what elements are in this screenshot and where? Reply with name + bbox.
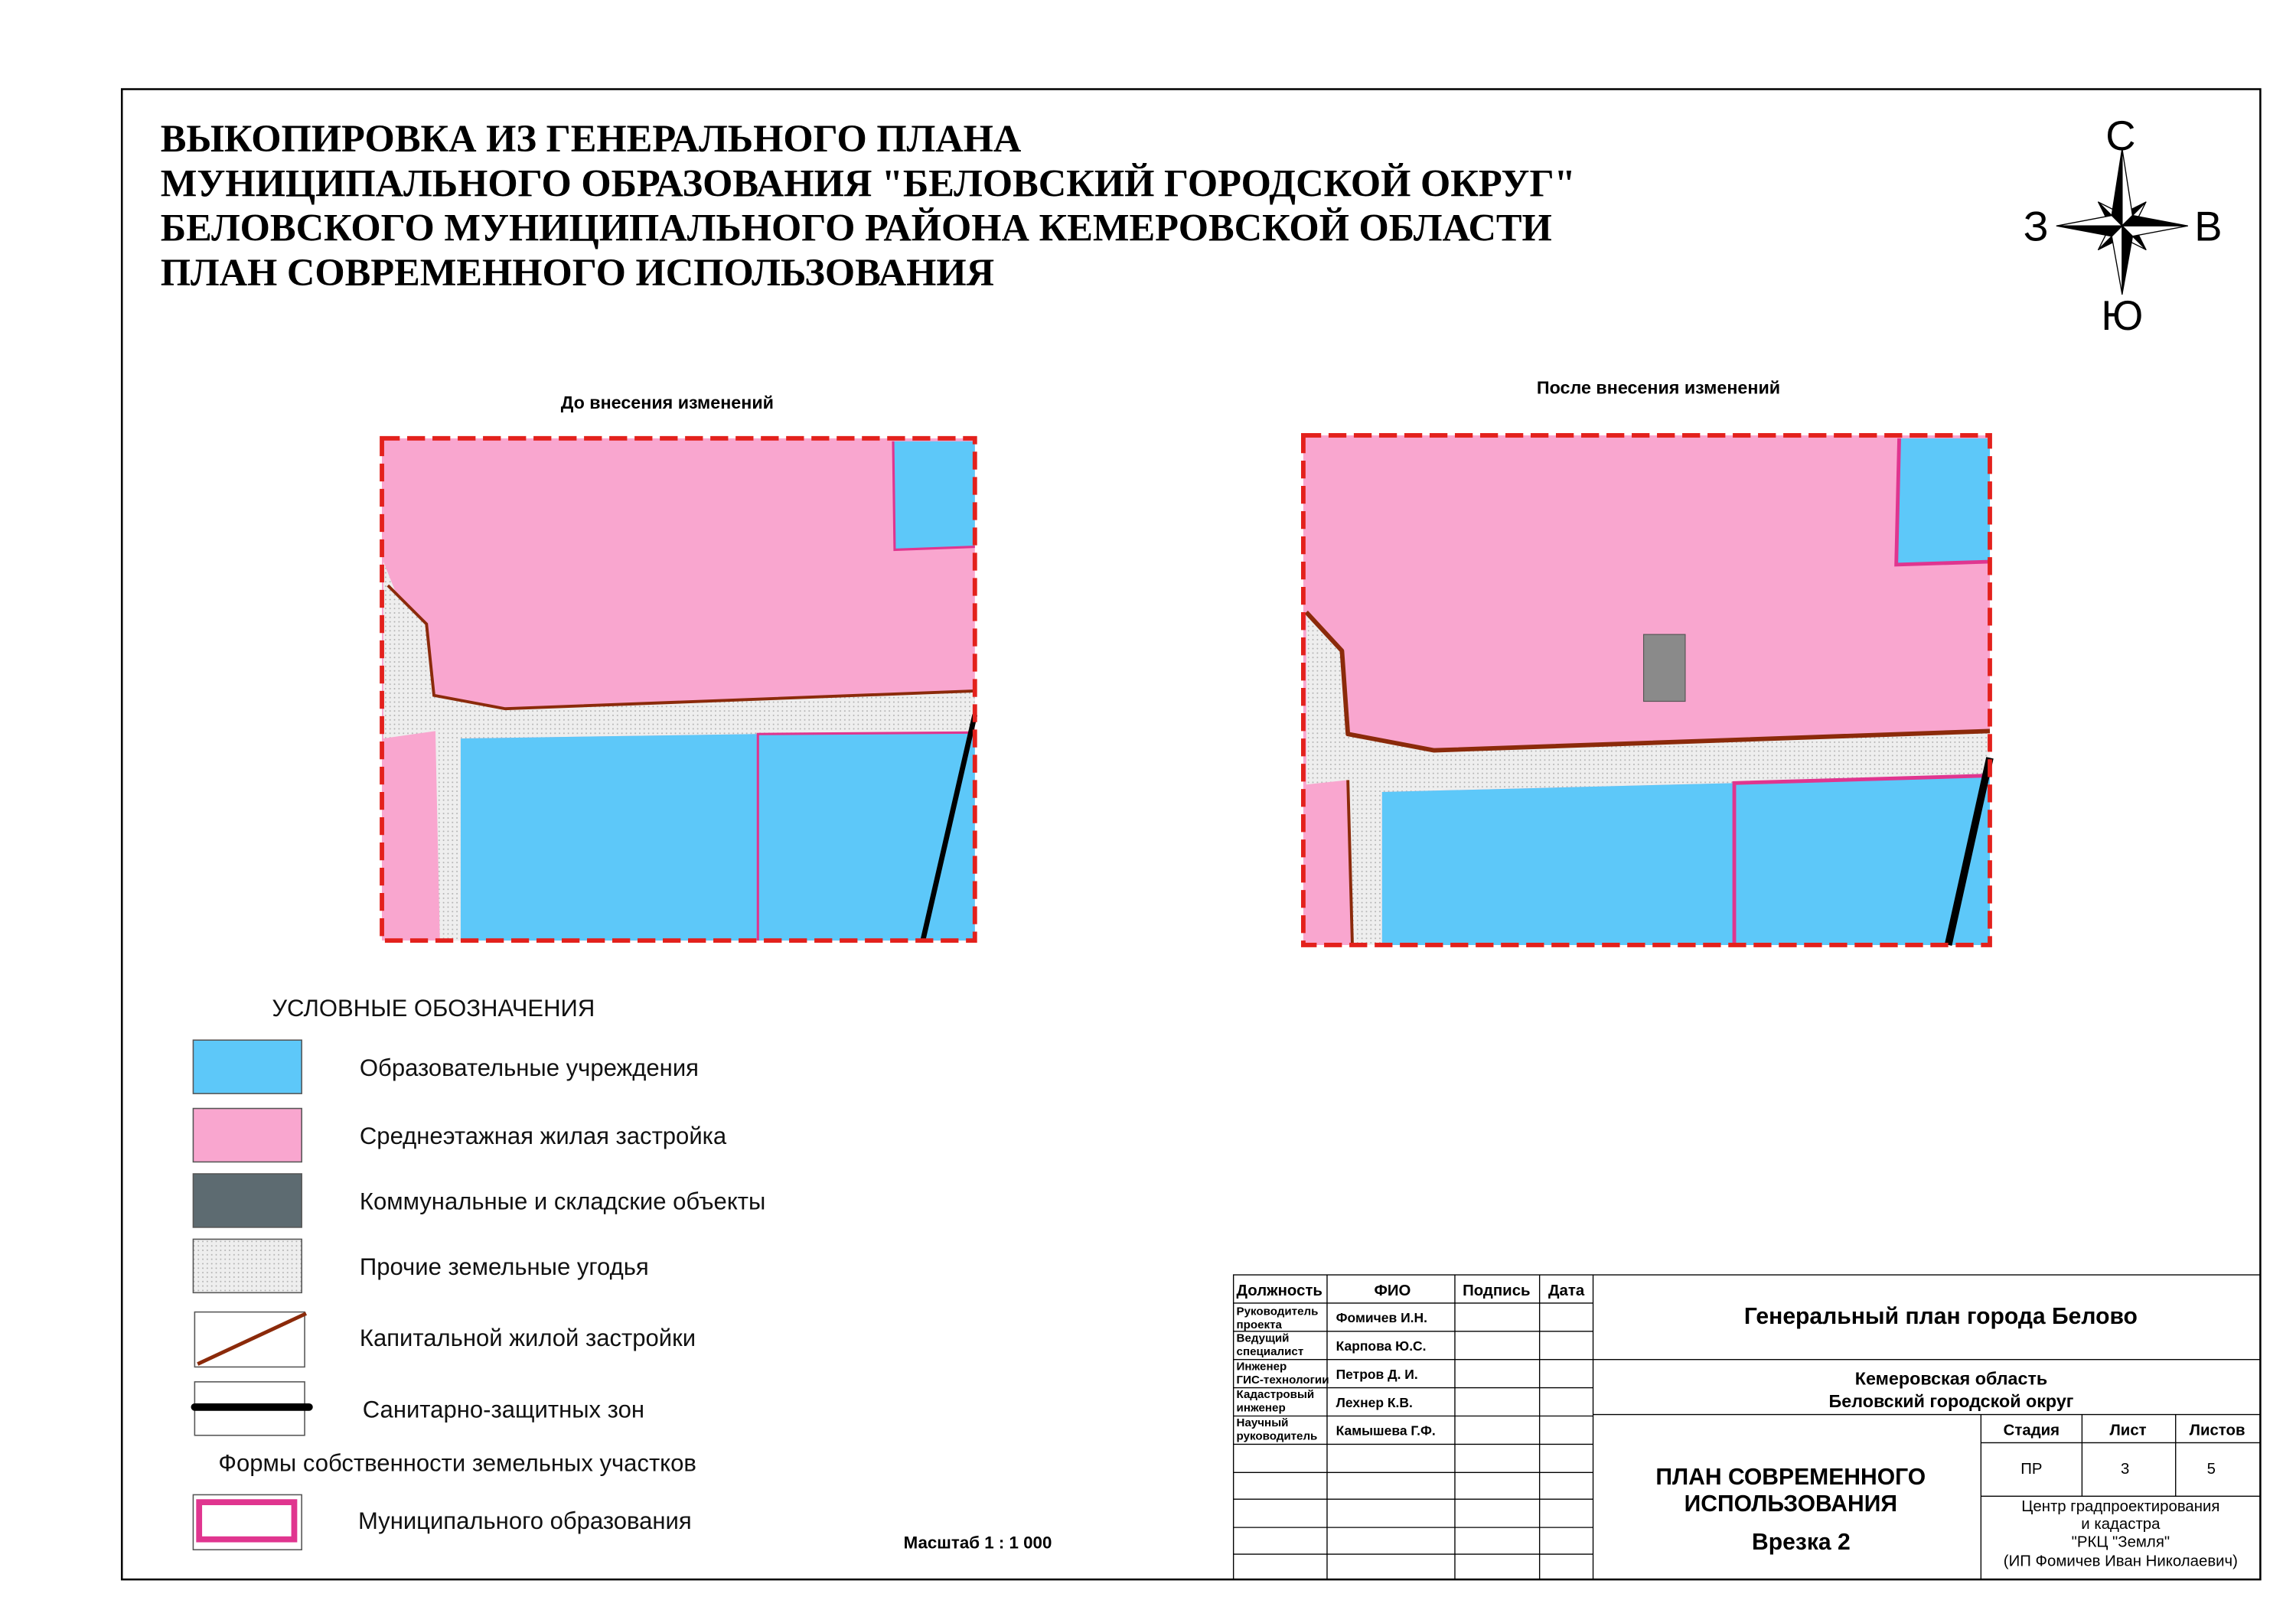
communal-object	[1644, 634, 1685, 701]
tb-row-position: проекта	[1236, 1318, 1282, 1331]
tb-organization: и кадастра	[2081, 1516, 2161, 1533]
tb-row-position: Кадастровый	[1236, 1388, 1315, 1402]
legend-swatch-residential	[193, 1109, 302, 1162]
tb-district: Беловский городской округ	[1828, 1390, 2074, 1411]
tb-header-name: ФИО	[1374, 1282, 1411, 1300]
legend-swatch-sanitary-zone	[194, 1382, 309, 1436]
education-zone-northeast	[1896, 438, 1990, 565]
title-line-4: ПЛАН СОВРЕМЕННОГО ИСПОЛЬЗОВАНИЯ	[160, 250, 995, 294]
legend-label-capital-boundary: Капитальной жилой застройки	[359, 1325, 696, 1352]
tb-sheet-title: ИСПОЛЬЗОВАНИЯ	[1684, 1491, 1897, 1517]
legend-swatch-communal	[193, 1174, 302, 1227]
tb-stage-value: ПР	[2020, 1461, 2043, 1478]
tb-row-name: Камышева Г.Ф.	[1336, 1423, 1436, 1439]
tb-row-position: специалист	[1236, 1344, 1304, 1358]
education-zone-south	[1382, 776, 1990, 945]
tb-header-signature: Подпись	[1463, 1282, 1531, 1300]
legend-swatch-education	[193, 1040, 302, 1093]
legend-heading: УСЛОВНЫЕ ОБОЗНАЧЕНИЯ	[272, 995, 595, 1022]
tb-project-title: Генеральный план города Белово	[1743, 1304, 2138, 1330]
legend-label-residential: Среднеэтажная жилая застройка	[359, 1123, 727, 1150]
tb-row-position: Научный	[1236, 1416, 1289, 1430]
tb-row-name: Фомичев И.Н.	[1336, 1310, 1427, 1326]
compass-south-label: Ю	[2101, 292, 2144, 340]
education-zone-northeast	[893, 442, 975, 550]
education-zone-south	[461, 732, 975, 940]
tb-sheet-value: 3	[2121, 1461, 2130, 1478]
tb-row-position: Ведущий	[1236, 1331, 1290, 1345]
compass-east-label: В	[2194, 203, 2223, 250]
legend-label-education: Образовательные учреждения	[359, 1054, 699, 1081]
tb-row-name: Петров Д. И.	[1336, 1366, 1418, 1382]
tb-sheet-title: ПЛАН СОВРЕМЕННОГО	[1655, 1464, 1926, 1490]
tb-organization: (ИП Фомичев Иван Николаевич)	[2003, 1553, 2238, 1570]
tb-row-position: Инженер	[1236, 1360, 1287, 1374]
legend-label-other-land: Прочие земельные угодья	[359, 1253, 649, 1281]
legend-label-sanitary-zone: Санитарно-защитных зон	[362, 1396, 644, 1423]
map-before	[382, 438, 975, 940]
tb-sheet-header: Лист	[2109, 1422, 2147, 1439]
map-after-label: После внесения изменений	[1536, 377, 1781, 398]
tb-sheets-header: Листов	[2189, 1422, 2245, 1439]
compass-north-label: С	[2105, 112, 2136, 160]
tb-organization: "РКЦ "Земля"	[2071, 1533, 2170, 1551]
legend-ownership-heading: Формы собственности земельных участков	[218, 1449, 696, 1477]
title-line-2: МУНИЦИПАЛЬНОГО ОБРАЗОВАНИЯ "БЕЛОВСКИЙ ГОРОДСКОЙ ОКРУГ"	[160, 161, 1576, 205]
tb-row-name: Карпова Ю.С.	[1336, 1338, 1427, 1354]
map-scale: Масштаб 1 : 1 000	[903, 1533, 1052, 1553]
tb-row-position: инженер	[1236, 1401, 1286, 1415]
legend-swatch-other-land	[193, 1239, 302, 1292]
map-after	[1303, 435, 1990, 945]
legend-swatch-capital-boundary	[194, 1312, 306, 1367]
tb-header-position: Должность	[1236, 1282, 1322, 1300]
title-line-3: БЕЛОВСКОГО МУНИЦИПАЛЬНОГО РАЙОНА КЕМЕРОВСКОЙ ОБЛАСТИ	[160, 206, 1552, 249]
compass-west-label: З	[2023, 203, 2049, 250]
map-before-label: До внесения изменений	[560, 392, 774, 412]
tb-row-position: ГИС-технологии	[1236, 1373, 1329, 1387]
legend-label-municipal: Муниципального образования	[357, 1507, 692, 1535]
legend-swatch-municipal	[193, 1494, 302, 1550]
tb-sheets-value: 5	[2206, 1461, 2216, 1478]
tb-header-date: Дата	[1548, 1282, 1585, 1300]
tb-stage-header: Стадия	[2003, 1422, 2060, 1439]
tb-row-name: Лехнер К.В.	[1336, 1394, 1413, 1410]
title-line-1: ВЫКОПИРОВКА ИЗ ГЕНЕРАЛЬНОГО ПЛАНА	[160, 117, 1022, 161]
tb-row-position: Руководитель	[1236, 1305, 1319, 1318]
tb-organization: Центр градпроектирования	[2021, 1498, 2220, 1515]
tb-row-position: руководитель	[1236, 1429, 1318, 1443]
legend-label-communal: Коммунальные и складские объекты	[359, 1188, 766, 1215]
tb-region: Кемеровская область	[1854, 1368, 2048, 1389]
tb-inset-label: Врезка 2	[1752, 1530, 1851, 1556]
